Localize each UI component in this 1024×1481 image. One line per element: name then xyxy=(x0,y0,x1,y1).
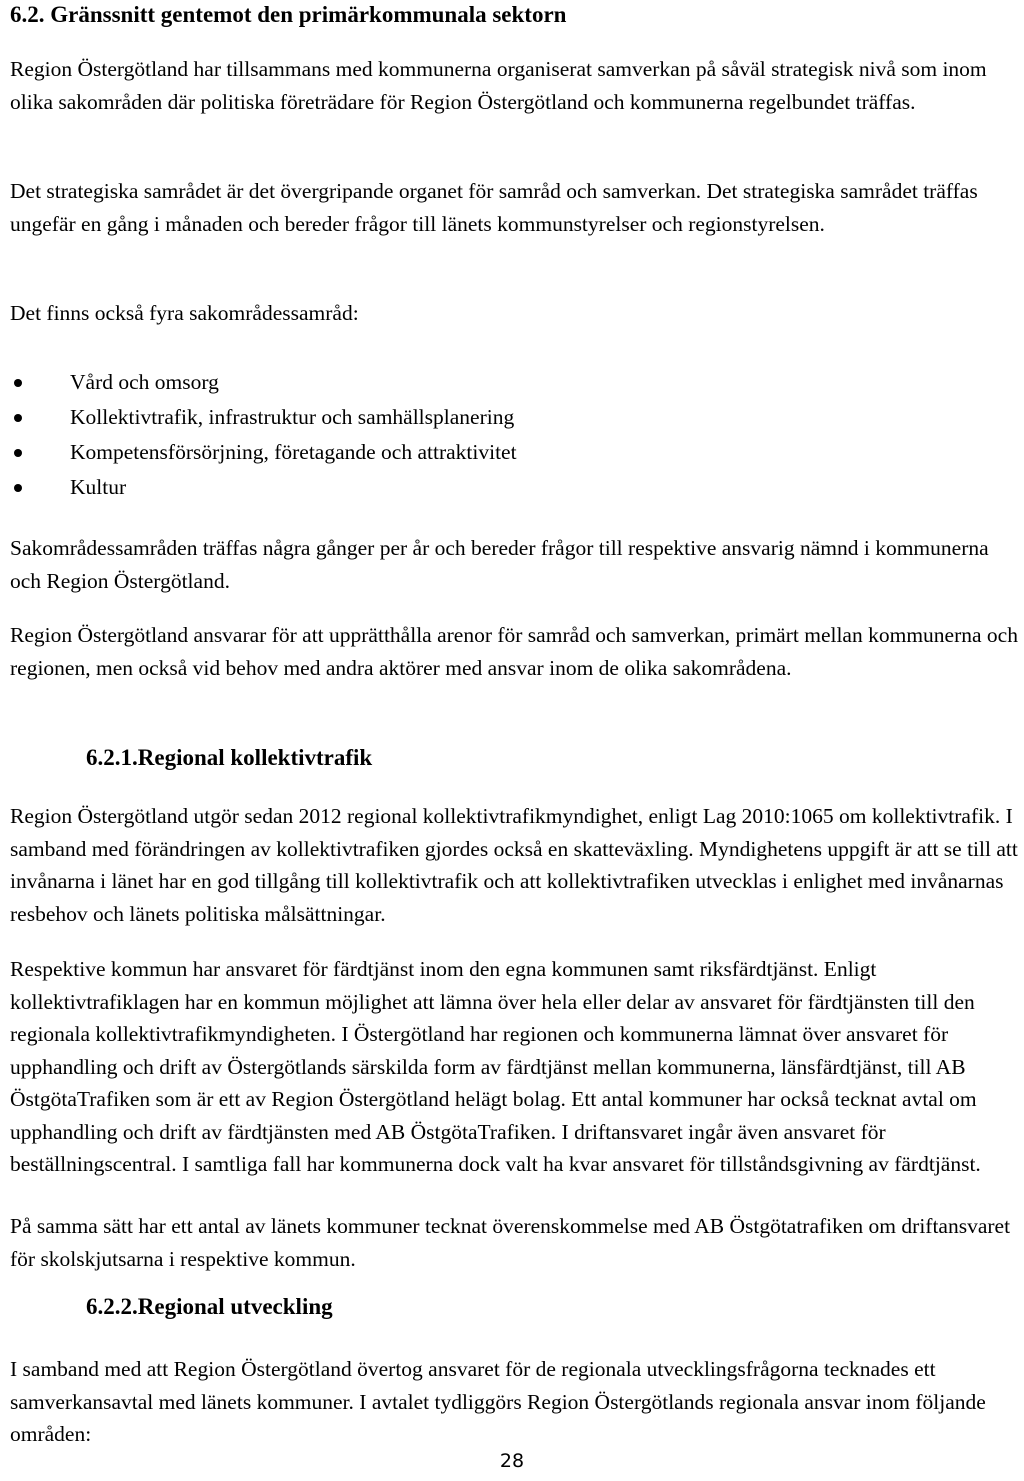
bullet-icon xyxy=(14,484,22,492)
paragraph-subject-councils-intro: Det finns också fyra sakområdessamråd: xyxy=(10,301,359,325)
paragraph-arenas: Region Östergötland ansvarar för att upprätthålla arenor för samråd och samverkan, primärt mellan kommunerna och regionen, men också vid behov med andra aktörer med ansvar inom de olika sakområdena. xyxy=(10,623,1018,680)
subject-council-list xyxy=(10,365,517,505)
list-item: Kompetensförsörjning, företagande och attraktivitet xyxy=(10,435,517,470)
section-heading: 6.2. Gränssnitt gentemot den primärkommunala sektorn xyxy=(10,2,567,27)
paragraph-subject-councils-meet: Sakområdessamråden träffas några gånger per år och bereder frågor till respektive ansvarig nämnd i kommunerna och Region Östergötland. xyxy=(10,536,989,593)
paragraph-school-transport: På samma sätt har ett antal av länets kommuner tecknat överenskommelse med AB Östgötatrafiken om driftansvaret för skolskjutsarna i respektive kommun. xyxy=(10,1214,1011,1271)
bullet-icon xyxy=(14,379,22,387)
paragraph-transport-authority: Region Östergötland utgör sedan 2012 regional kollektivtrafikmyndighet, enligt Lag 2010:1065 om kollektivtrafik. I samband med förändringen av kollektivtrafiken gjordes också en skatteväxling. Myndighetens uppgift är att se till att invånarna i länet har en god tillgång till kollektivtrafik och att kollektivtrafiken utvecklas i enlighet med invånarnas resbehov och länets politiska målsättningar. xyxy=(10,804,1018,926)
page-number: 28 xyxy=(499,1450,525,1472)
paragraph-strategic-council: Det strategiska samrådet är det övergripande organet för samråd och samverkan. Det strategiska samrådet träffas ungefär en gång i månaden och bereder frågor till länets kommunstyrelser och regionstyrelsen. xyxy=(10,179,978,236)
bullet-icon xyxy=(14,414,22,422)
paragraph-intro: Region Östergötland har tillsammans med kommunerna organiserat samverkan på såväl strategisk nivå som inom olika sakområden där politiska företrädare för Region Östergötland och kommunerna regelbundet träffas. xyxy=(10,57,987,114)
list-item: Vård och omsorg xyxy=(10,365,517,400)
paragraph-mobility-service: Respektive kommun har ansvaret för färdtjänst inom den egna kommunen samt riksfärdtjänst. Enligt kollektivtrafiklagen har en kommun möjlighet att lämna över hela eller delar av ansvaret för färdtjänsten till den regionala kollektivtrafikmyndigheten. I Östergötland har regionen och kommunerna lämnat över ansvaret för upphandling och drift av Östergötlands särskilda form av färdtjänst mellan kommunerna, länsfärdtjänst, till AB ÖstgötaTrafiken som är ett av Region Östergötland helägt bolag. Ett antal kommuner har också tecknat avtal om upphandling och drift av färdtjänsten med AB ÖstgötaTrafiken. I driftansvaret ingår även ansvaret för beställningscentral. I samtliga fall har kommunerna dock valt ha kvar ansvaret för tillståndsgivning av färdtjänst. xyxy=(10,957,981,1176)
subsection-heading-public-transport: 6.2.1.Regional kollektivtrafik xyxy=(86,745,373,770)
bullet-icon xyxy=(14,449,22,457)
list-item: Kollektivtrafik, infrastruktur och samhällsplanering xyxy=(10,400,517,435)
paragraph-cooperation-agreement: I samband med att Region Östergötland övertog ansvaret för de regionala utvecklingsfrågorna tecknades ett samverkansavtal med länets kommuner. I avtalet tydliggörs Region Östergötlands regionala ansvar inom följande områden: xyxy=(10,1357,986,1446)
list-item: Kultur xyxy=(10,470,517,505)
subsection-heading-regional-development: 6.2.2.Regional utveckling xyxy=(86,1294,333,1319)
